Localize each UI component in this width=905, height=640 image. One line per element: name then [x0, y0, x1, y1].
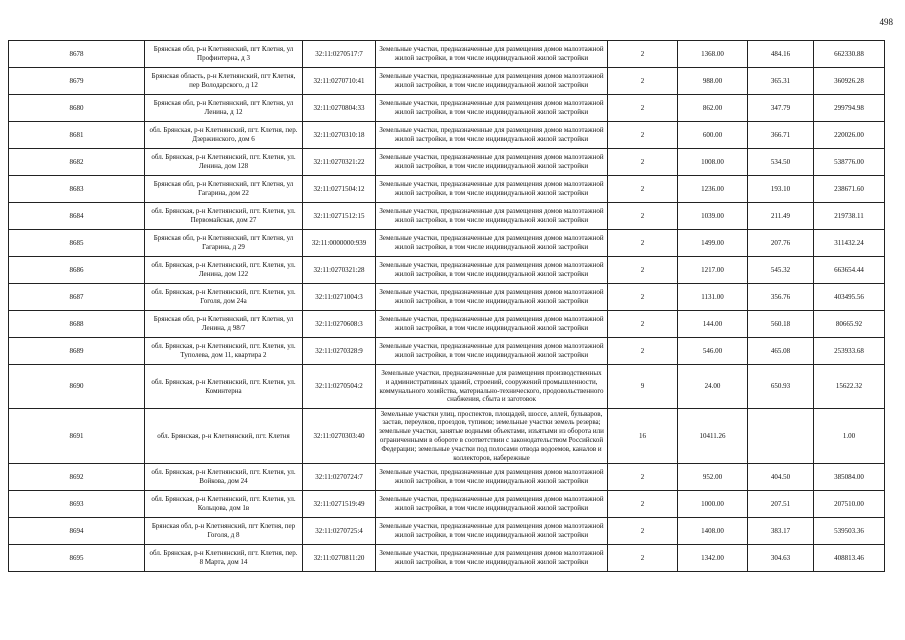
- specific-value-cell: 207.51: [748, 491, 814, 518]
- use-category-cell: 2: [608, 41, 678, 68]
- use-category-cell: 2: [608, 338, 678, 365]
- cadastral-value-cell: 663654.44: [814, 257, 885, 284]
- land-use-cell: Земельные участки, предназначенные для размещения домов малоэтажной жилой застройки, в том числе индивидуальной жилой застройки: [376, 41, 608, 68]
- cadastral-number-cell: 32:11:0270608:3: [303, 311, 376, 338]
- row-number: 8690: [9, 365, 145, 409]
- land-use-cell: Земельные участки, предназначенные для размещения домов малоэтажной жилой застройки, в том числе индивидуальной жилой застройки: [376, 203, 608, 230]
- area-cell: 952.00: [678, 464, 748, 491]
- row-number: 8693: [9, 491, 145, 518]
- use-category-cell: 2: [608, 284, 678, 311]
- table-row: [9, 545, 885, 572]
- cadastral-value-cell: 80665.92: [814, 311, 885, 338]
- land-use-cell: Земельные участки, предназначенные для размещения домов малоэтажной жилой застройки, в том числе индивидуальной жилой застройки: [376, 95, 608, 122]
- cadastral-value-cell: 539503.36: [814, 518, 885, 545]
- use-category-cell: 2: [608, 122, 678, 149]
- cadastral-value-cell: 220026.00: [814, 122, 885, 149]
- cadastral-number-cell: 32:11:0270328:9: [303, 338, 376, 365]
- specific-value-cell: 383.17: [748, 518, 814, 545]
- area-cell: 1408.00: [678, 518, 748, 545]
- cadastral-number-cell: 32:11:0270724:7: [303, 464, 376, 491]
- cadastral-value-cell: 253933.68: [814, 338, 885, 365]
- cadastral-value-cell: 299794.98: [814, 95, 885, 122]
- table-row: [9, 149, 885, 176]
- area-cell: 1368.00: [678, 41, 748, 68]
- use-category-cell: 2: [608, 518, 678, 545]
- land-use-cell: Земельные участки, предназначенные для размещения домов малоэтажной жилой застройки, в том числе индивидуальной жилой застройки: [376, 338, 608, 365]
- specific-value-cell: 534.50: [748, 149, 814, 176]
- specific-value-cell: 304.63: [748, 545, 814, 572]
- use-category-cell: 2: [608, 149, 678, 176]
- cadastral-number-cell: 32:11:0270303:40: [303, 409, 376, 464]
- cadastral-number-cell: 32:11:0271004:3: [303, 284, 376, 311]
- table-row: [9, 122, 885, 149]
- cadastral-value-cell: 311432.24: [814, 230, 885, 257]
- area-cell: 862.00: [678, 95, 748, 122]
- table-row: [9, 257, 885, 284]
- cadastral-number-cell: 32:11:0270725:4: [303, 518, 376, 545]
- land-use-cell: Земельные участки, предназначенные для размещения домов малоэтажной жилой застройки, в том числе индивидуальной жилой застройки: [376, 518, 608, 545]
- row-number: 8685: [9, 230, 145, 257]
- cadastral-value-cell: 662330.88: [814, 41, 885, 68]
- specific-value-cell: 560.18: [748, 311, 814, 338]
- cadastral-number-cell: 32:11:0270504:2: [303, 365, 376, 409]
- land-use-cell: Земельные участки, предназначенные для размещения домов малоэтажной жилой застройки, в том числе индивидуальной жилой застройки: [376, 257, 608, 284]
- address-cell: обл. Брянская, р-н Клетнянский, пгт. Клетня, ул. Гоголя, дом 24а: [145, 284, 303, 311]
- address-cell: Брянская обл, р-н Клетнянский, пгт Клетня, ул Гагарина, дом 22: [145, 176, 303, 203]
- area-cell: 10411.26: [678, 409, 748, 464]
- use-category-cell: 2: [608, 95, 678, 122]
- use-category-cell: 2: [608, 545, 678, 572]
- row-number: 8681: [9, 122, 145, 149]
- area-cell: 600.00: [678, 122, 748, 149]
- land-use-cell: Земельные участки, предназначенные для размещения домов малоэтажной жилой застройки, в том числе индивидуальной жилой застройки: [376, 122, 608, 149]
- specific-value-cell: 207.76: [748, 230, 814, 257]
- table-row: [9, 284, 885, 311]
- address-cell: Брянская обл, р-н Клетнянский, пгт Клетня, ул Гагарина, д 29: [145, 230, 303, 257]
- table-row: [9, 518, 885, 545]
- cadastral-number-cell: 32:11:0270804:33: [303, 95, 376, 122]
- row-number: 8687: [9, 284, 145, 311]
- address-cell: обл. Брянская, р-н Клетнянский, пгт. Клетня, пер. 8 Марта, дом 14: [145, 545, 303, 572]
- area-cell: 546.00: [678, 338, 748, 365]
- row-number: 8686: [9, 257, 145, 284]
- specific-value-cell: 193.10: [748, 176, 814, 203]
- land-use-cell: Земельные участки, предназначенные для размещения домов малоэтажной жилой застройки, в том числе индивидуальной жилой застройки: [376, 149, 608, 176]
- row-number: 8682: [9, 149, 145, 176]
- cadastral-number-cell: 32:11:0271504:12: [303, 176, 376, 203]
- use-category-cell: 9: [608, 365, 678, 409]
- table-row: [9, 68, 885, 95]
- address-cell: обл. Брянская, р-н Клетнянский, пгт. Клетня, ул. Коминтерна: [145, 365, 303, 409]
- row-number: 8683: [9, 176, 145, 203]
- address-cell: Брянская обл, р-н Клетнянский, пгт Клетня, пер Гоголя, д 8: [145, 518, 303, 545]
- table-row: [9, 491, 885, 518]
- address-cell: обл. Брянская, р-н Клетнянский, пгт. Клетня, ул. Ленина, дом 128: [145, 149, 303, 176]
- cadastral-number-cell: 32:11:0270710:41: [303, 68, 376, 95]
- area-cell: 1342.00: [678, 545, 748, 572]
- table-row: [9, 409, 885, 464]
- area-cell: 1217.00: [678, 257, 748, 284]
- cadastral-number-cell: 32:11:0271519:49: [303, 491, 376, 518]
- row-number: 8684: [9, 203, 145, 230]
- specific-value-cell: 484.16: [748, 41, 814, 68]
- table-row: [9, 311, 885, 338]
- use-category-cell: 2: [608, 257, 678, 284]
- address-cell: обл. Брянская, р-н Клетнянский, пгт. Клетня: [145, 409, 303, 464]
- specific-value-cell: 404.50: [748, 464, 814, 491]
- use-category-cell: 2: [608, 491, 678, 518]
- cadastral-number-cell: 32:11:0270321:28: [303, 257, 376, 284]
- cadastral-value-cell: 538776.00: [814, 149, 885, 176]
- use-category-cell: 2: [608, 230, 678, 257]
- area-cell: 1000.00: [678, 491, 748, 518]
- cadastral-value-cell: 385084.00: [814, 464, 885, 491]
- specific-value-cell: [748, 409, 814, 464]
- address-cell: обл. Брянская, р-н Клетнянский, пгт. Клетня, ул. Первомайская, дом 27: [145, 203, 303, 230]
- specific-value-cell: 650.93: [748, 365, 814, 409]
- specific-value-cell: 347.79: [748, 95, 814, 122]
- area-cell: 1131.00: [678, 284, 748, 311]
- cadastral-number-cell: 32:11:0271512:15: [303, 203, 376, 230]
- cadastral-value-cell: 219738.11: [814, 203, 885, 230]
- land-use-cell: Земельные участки, предназначенные для размещения домов малоэтажной жилой застройки, в том числе индивидуальной жилой застройки: [376, 464, 608, 491]
- address-cell: Брянская область, р-н Клетнянский, пгт Клетня, пер Володарского, д 12: [145, 68, 303, 95]
- cadastral-value-cell: 360926.28: [814, 68, 885, 95]
- table-row: [9, 464, 885, 491]
- address-cell: Брянская обл, р-н Клетнянский, пгт Клетня, ул Профинтерна, д 3: [145, 41, 303, 68]
- table-row: [9, 338, 885, 365]
- specific-value-cell: 365.31: [748, 68, 814, 95]
- address-cell: обл. Брянская, р-н Клетнянский, пгт. Клетня, ул. Ленина, дом 122: [145, 257, 303, 284]
- row-number: 8680: [9, 95, 145, 122]
- row-number: 8691: [9, 409, 145, 464]
- use-category-cell: 2: [608, 68, 678, 95]
- area-cell: 24.00: [678, 365, 748, 409]
- land-use-cell: Земельные участки, предназначенные для размещения домов малоэтажной жилой застройки, в том числе индивидуальной жилой застройки: [376, 491, 608, 518]
- cadastral-value-cell: 238671.60: [814, 176, 885, 203]
- use-category-cell: 2: [608, 176, 678, 203]
- address-cell: Брянская обл, р-н Клетнянский, пгт Клетня, ул Ленина, д 98/7: [145, 311, 303, 338]
- cadastral-value-cell: 1.00: [814, 409, 885, 464]
- cadastral-value-cell: 15622.32: [814, 365, 885, 409]
- land-use-cell: Земельные участки, предназначенные для размещения домов малоэтажной жилой застройки, в том числе индивидуальной жилой застройки: [376, 545, 608, 572]
- table-row: [9, 41, 885, 68]
- row-number: 8695: [9, 545, 145, 572]
- address-cell: обл. Брянская, р-н Клетнянский, пгт. Клетня, пер. Дзержинского, дом 6: [145, 122, 303, 149]
- cadastral-value-table: [8, 40, 885, 572]
- cadastral-number-cell: 32:11:0270517:7: [303, 41, 376, 68]
- address-cell: обл. Брянская, р-н Клетнянский, пгт. Клетня, ул. Войкова, дом 24: [145, 464, 303, 491]
- use-category-cell: 16: [608, 409, 678, 464]
- specific-value-cell: 211.49: [748, 203, 814, 230]
- table-row: [9, 203, 885, 230]
- use-category-cell: 2: [608, 464, 678, 491]
- cadastral-value-cell: 408813.46: [814, 545, 885, 572]
- page-number: 498: [879, 17, 893, 27]
- use-category-cell: 2: [608, 311, 678, 338]
- cadastral-number-cell: 32:11:0270811:20: [303, 545, 376, 572]
- table-row: [9, 176, 885, 203]
- area-cell: 1499.00: [678, 230, 748, 257]
- land-use-cell: Земельные участки улиц, проспектов, площадей, шоссе, аллей, бульваров, застав, переулков, проездов, тупиков; земельные участки земель резерва; земельные участки, занятые водными объектами, изъятыми из оборота или ограниченными в обороте в соответствии с законодательством Российской Федерации; земельные участки под полосами отвода водоемов, каналов и коллекторов, набережные: [376, 409, 608, 464]
- row-number: 8679: [9, 68, 145, 95]
- row-number: 8689: [9, 338, 145, 365]
- table-row: [9, 230, 885, 257]
- table-row: [9, 95, 885, 122]
- cadastral-number-cell: 32:11:0270321:22: [303, 149, 376, 176]
- table-body: [9, 41, 885, 572]
- table-row: [9, 365, 885, 409]
- area-cell: 1236.00: [678, 176, 748, 203]
- row-number: 8688: [9, 311, 145, 338]
- cadastral-number-cell: 32:11:0000000:939: [303, 230, 376, 257]
- specific-value-cell: 366.71: [748, 122, 814, 149]
- land-use-cell: Земельные участки, предназначенные для размещения производственных и административных зданий, строений, сооружений промышленности, коммунального хозяйства, материально-технического, продовольственного снабжения, сбыта и заготовок: [376, 365, 608, 409]
- area-cell: 144.00: [678, 311, 748, 338]
- area-cell: 988.00: [678, 68, 748, 95]
- land-use-cell: Земельные участки, предназначенные для размещения домов малоэтажной жилой застройки, в том числе индивидуальной жилой застройки: [376, 311, 608, 338]
- specific-value-cell: 465.08: [748, 338, 814, 365]
- row-number: 8694: [9, 518, 145, 545]
- row-number: 8692: [9, 464, 145, 491]
- specific-value-cell: 545.32: [748, 257, 814, 284]
- address-cell: обл. Брянская, р-н Клетнянский, пгт. Клетня, ул. Кольцова, дом 1в: [145, 491, 303, 518]
- specific-value-cell: 356.76: [748, 284, 814, 311]
- address-cell: обл. Брянская, р-н Клетнянский, пгт. Клетня, ул. Туполева, дом 11, квартира 2: [145, 338, 303, 365]
- cadastral-number-cell: 32:11:0270310:18: [303, 122, 376, 149]
- land-use-cell: Земельные участки, предназначенные для размещения домов малоэтажной жилой застройки, в том числе индивидуальной жилой застройки: [376, 68, 608, 95]
- use-category-cell: 2: [608, 203, 678, 230]
- cadastral-value-cell: 403495.56: [814, 284, 885, 311]
- address-cell: Брянская обл, р-н Клетнянский, пгт Клетня, ул Ленина, д 12: [145, 95, 303, 122]
- row-number: 8678: [9, 41, 145, 68]
- cadastral-value-cell: 207510.00: [814, 491, 885, 518]
- area-cell: 1008.00: [678, 149, 748, 176]
- land-use-cell: Земельные участки, предназначенные для размещения домов малоэтажной жилой застройки, в том числе индивидуальной жилой застройки: [376, 284, 608, 311]
- land-use-cell: Земельные участки, предназначенные для размещения домов малоэтажной жилой застройки, в том числе индивидуальной жилой застройки: [376, 230, 608, 257]
- land-use-cell: Земельные участки, предназначенные для размещения домов малоэтажной жилой застройки, в том числе индивидуальной жилой застройки: [376, 176, 608, 203]
- area-cell: 1039.00: [678, 203, 748, 230]
